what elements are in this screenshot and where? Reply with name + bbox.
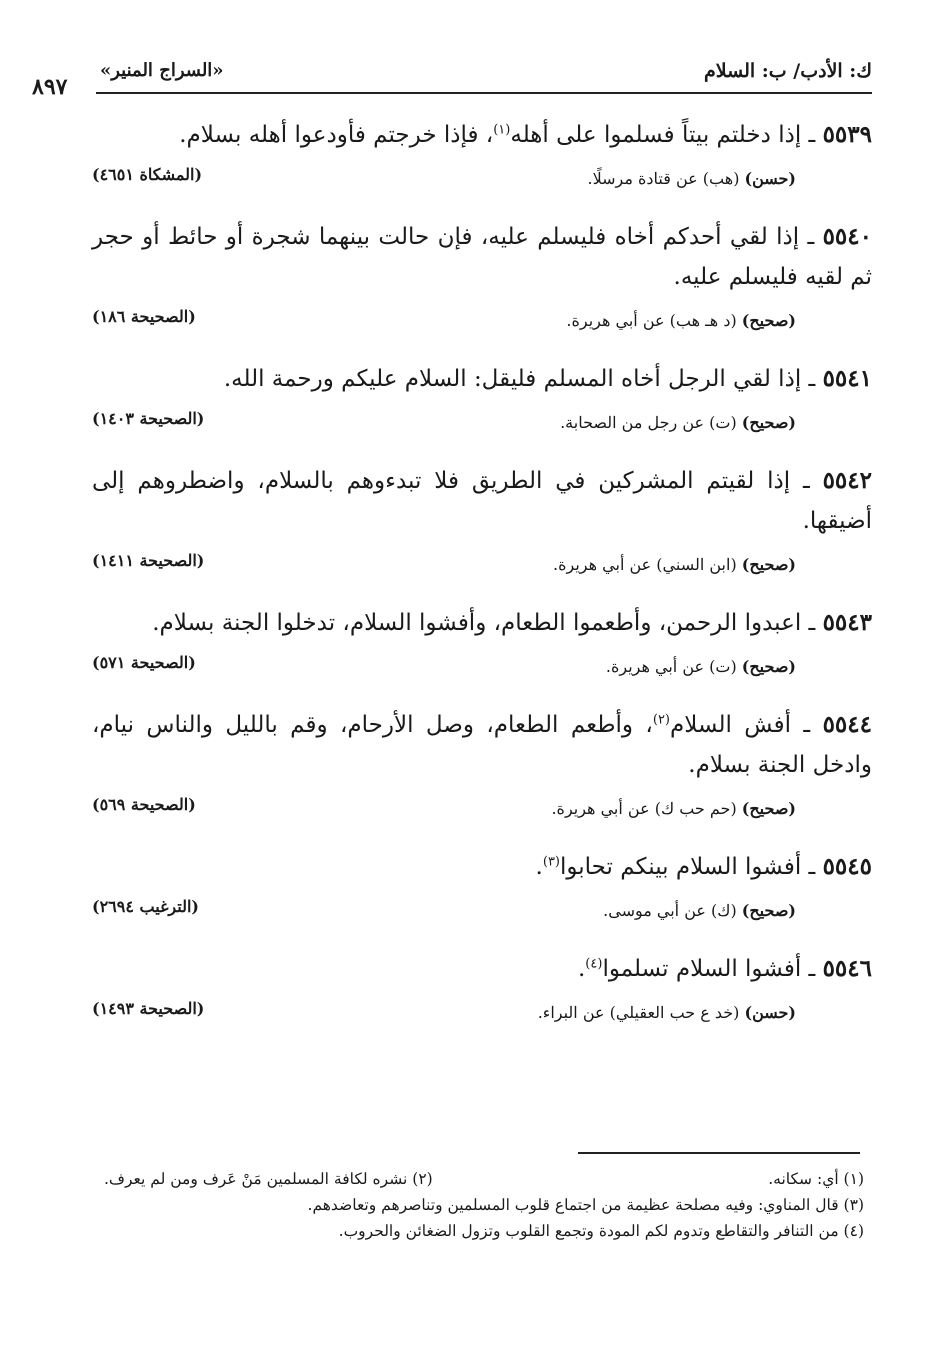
- grading: [560, 413, 796, 432]
- grading: [606, 657, 796, 676]
- grading: [566, 311, 796, 330]
- footnote-rule: [578, 1152, 860, 1154]
- grade-label: (حسن): [744, 1003, 796, 1022]
- grading: [588, 169, 796, 188]
- grade-label: (صحيح): [741, 799, 796, 818]
- footnote-marker: (٤): [585, 956, 603, 972]
- hadith-number: ٥٥٤٢: [822, 467, 872, 494]
- hadith-text-b: .: [577, 956, 586, 982]
- hadith-text: [92, 949, 872, 989]
- grading: [553, 555, 796, 574]
- hadith-entry: [92, 949, 872, 1033]
- grading-line: [92, 305, 872, 341]
- grade-label: (صحيح): [741, 901, 796, 920]
- grade-label: (صحيح): [741, 413, 796, 432]
- grading-line: [92, 549, 872, 585]
- grade-label: (حسن): [744, 169, 796, 188]
- hadith-text-a: ـ أفشوا السلام بينكم تحابوا: [560, 854, 823, 880]
- grading: [551, 799, 796, 818]
- hadith-text-a: ـ إذا لقيتم المشركين في الطريق فلا تبدءوهم بالسلام، واضطروهم إلى أضيقها.: [92, 468, 872, 534]
- hadith-number: ٥٥٤٣: [822, 609, 872, 636]
- chapter-heading: ك: الأدب/ ب: السلام: [704, 60, 872, 82]
- hadith-number: ٥٥٤٥: [822, 853, 872, 880]
- grading-line: [92, 793, 872, 829]
- hadith-text-a: ـ اعبدوا الرحمن، وأطعموا الطعام، وأفشوا السلام، تدخلوا الجنة بسلام.: [152, 610, 823, 636]
- hadith-list: [92, 115, 872, 1051]
- hadith-text: [92, 115, 872, 155]
- grading: [603, 901, 796, 920]
- grade-label: (صحيح): [741, 311, 796, 330]
- hadith-text-b: ، وأطعم الطعام، وصل الأرحام، وقم بالليل والناس نيام، وادخل الجنة بسلام.: [92, 712, 872, 778]
- source-text: (ابن السني) عن أبي هريرة.: [553, 555, 742, 574]
- source-text: (ت) عن أبي هريرة.: [605, 657, 742, 676]
- grading-line: [92, 895, 872, 931]
- source-text: (هب) عن قتادة مرسلًا.: [587, 169, 745, 188]
- reference: (الصحيحة ٥٦٩): [92, 795, 196, 814]
- hadith-text-b: ، فإذا خرجتم فأودعوا أهله بسلام.: [179, 122, 494, 148]
- grade-label: (صحيح): [741, 555, 796, 574]
- source-text: (ت) عن رجل من الصحابة.: [560, 413, 742, 432]
- grade-label: (صحيح): [741, 657, 796, 676]
- footnote-1: (١) أي: سكانه.: [768, 1170, 864, 1188]
- hadith-text: [92, 603, 872, 643]
- footnote-2: (٢) نشره لكافة المسلمين مَنْ عَرف ومن لم يعرف.: [104, 1170, 433, 1188]
- reference: (المشكاة ٤٦٥١): [92, 165, 203, 184]
- hadith-text: [92, 847, 872, 887]
- footnote-marker: (٢): [652, 712, 670, 728]
- page-number: ٨٩٧: [32, 74, 68, 100]
- footnote-marker: (٣): [542, 854, 560, 870]
- hadith-entry: [92, 359, 872, 443]
- reference: (الصحيحة ١٨٦): [92, 307, 196, 326]
- footnote-3: (٣) قال المناوي: وفيه مصلحة عظيمة من اجتماع قلوب المسلمين وتناصرهم وتعاضدهم.: [307, 1196, 864, 1214]
- reference: (الترغيب ٢٦٩٤): [92, 897, 199, 916]
- footnote-line: [104, 1218, 864, 1244]
- footnotes: [104, 1166, 864, 1244]
- source-text: (ك) عن أبي موسى.: [603, 901, 742, 920]
- reference: (الصحيحة ١٤٠٣): [92, 409, 205, 428]
- hadith-entry: [92, 847, 872, 931]
- grading: [538, 1003, 796, 1022]
- hadith-entry: [92, 115, 872, 199]
- header-rule: [96, 92, 872, 94]
- source-text: (د هـ هب) عن أبي هريرة.: [566, 311, 742, 330]
- hadith-number: ٥٥٤٠: [822, 223, 872, 250]
- hadith-number: ٥٥٣٩: [822, 121, 872, 148]
- hadith-text-a: ـ إذا لقي الرجل أخاه المسلم فليقل: السلام عليكم ورحمة الله.: [223, 366, 823, 392]
- hadith-text-a: ـ أفش السلام: [670, 712, 823, 738]
- hadith-text-a: ـ أفشوا السلام تسلموا: [602, 956, 823, 982]
- footnote-marker: (١): [493, 122, 511, 138]
- grading-line: [92, 407, 872, 443]
- grading-line: [92, 163, 872, 199]
- reference: (الصحيحة ٥٧١): [92, 653, 196, 672]
- reference: (الصحيحة ١٤٩٣): [92, 999, 205, 1018]
- grading-line: [92, 997, 872, 1033]
- hadith-entry: [92, 217, 872, 341]
- hadith-text-a: ـ إذا دخلتم بيتاً فسلموا على أهله: [510, 122, 823, 148]
- hadith-entry: [92, 603, 872, 687]
- reference: (الصحيحة ١٤١١): [92, 551, 205, 570]
- footnote-line: [104, 1166, 864, 1192]
- hadith-text: [92, 217, 872, 297]
- hadith-number: ٥٥٤٦: [822, 955, 872, 982]
- hadith-text: [92, 461, 872, 541]
- hadith-entry: [92, 705, 872, 829]
- hadith-text: [92, 359, 872, 399]
- hadith-number: ٥٥٤١: [822, 365, 872, 392]
- source-text: (خد ع حب العقيلي) عن البراء.: [537, 1003, 745, 1022]
- book-title: «السراج المنير»: [100, 60, 224, 81]
- hadith-text-a: ـ إذا لقي أحدكم أخاه فليسلم عليه، فإن حالت بينهما شجرة أو حائط أو حجر ثم لقيه فليسلم عليه.: [92, 224, 872, 290]
- footnote-line: [104, 1192, 864, 1218]
- hadith-number: ٥٥٤٤: [822, 711, 872, 738]
- source-text: (حم حب ك) عن أبي هريرة.: [551, 799, 742, 818]
- hadith-text-b: .: [535, 854, 543, 880]
- grading-line: [92, 651, 872, 687]
- running-header: [32, 58, 872, 100]
- hadith-entry: [92, 461, 872, 585]
- footnote-4: (٤) من التنافر والتقاطع وتدوم لكم المودة وتجمع القلوب وتزول الضغائن والحروب.: [338, 1222, 864, 1240]
- hadith-text: [92, 705, 872, 785]
